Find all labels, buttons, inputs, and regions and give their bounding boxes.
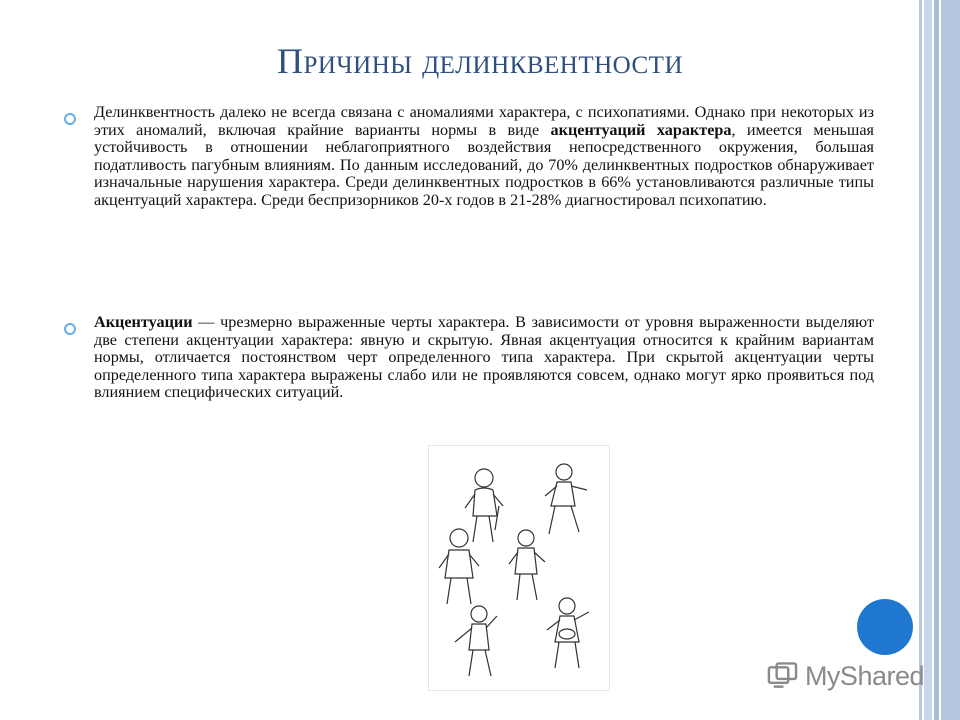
bullet-circle-icon [64,323,76,335]
mysharing-logo-icon [766,661,799,691]
text-span: Делинквентность далеко не всегда связана с аномалиями характера, с психопатиями. Однако при некоторых из этих аномалий, включая крайние варианты нормы в виде [94,103,874,139]
text-span: , имеется меньшая устойчивость в отношении неблагоприятного воздействия непосредственного окружения, большая податливость пагубным влияниям. По данным исследований, до 70% делинквентных подростков обнаруживает изначальные нарушения характера. Среди делинквентных подростков в 66% установливаются различные типы акцентуаций характера. Среди беспризорников 20-х годов в 21-28% диагностировал психопатию. [94,120,874,209]
decor-stripe [934,0,939,720]
watermark-logo [766,656,924,696]
decor-stripe [941,0,960,720]
bullet-text [94,104,874,210]
bold-term: Акцентуации [94,313,193,331]
slide-title: Причины делинквентности [276,41,684,81]
watermark-text: MyShared [804,660,924,691]
bold-term: акцентуаций характера [550,120,732,139]
decor-stripe [919,0,922,720]
bullet-item [64,104,874,210]
character-types-illustration [428,445,610,691]
text-span: — чрезмерно выраженные черты характера. В зависимости от уровня выраженности выделяют две степени акцентуации характера: явную и скрытую. Явная акцентуация относится к крайним вариантам нормы, отличается постоянством черт определенного типа характера. При скрытой акцентуации черты определенного типа характера выражены слабо или не проявляются совсем, однако могут ярко проявиться под влиянием специфических ситуаций. [94,313,874,402]
bullet-text [94,314,874,402]
decor-stripe [924,0,932,720]
accent-circle [857,599,913,655]
bullet-circle-icon [64,113,76,125]
bullet-item [64,314,874,402]
figures-drawing-icon [429,446,609,690]
